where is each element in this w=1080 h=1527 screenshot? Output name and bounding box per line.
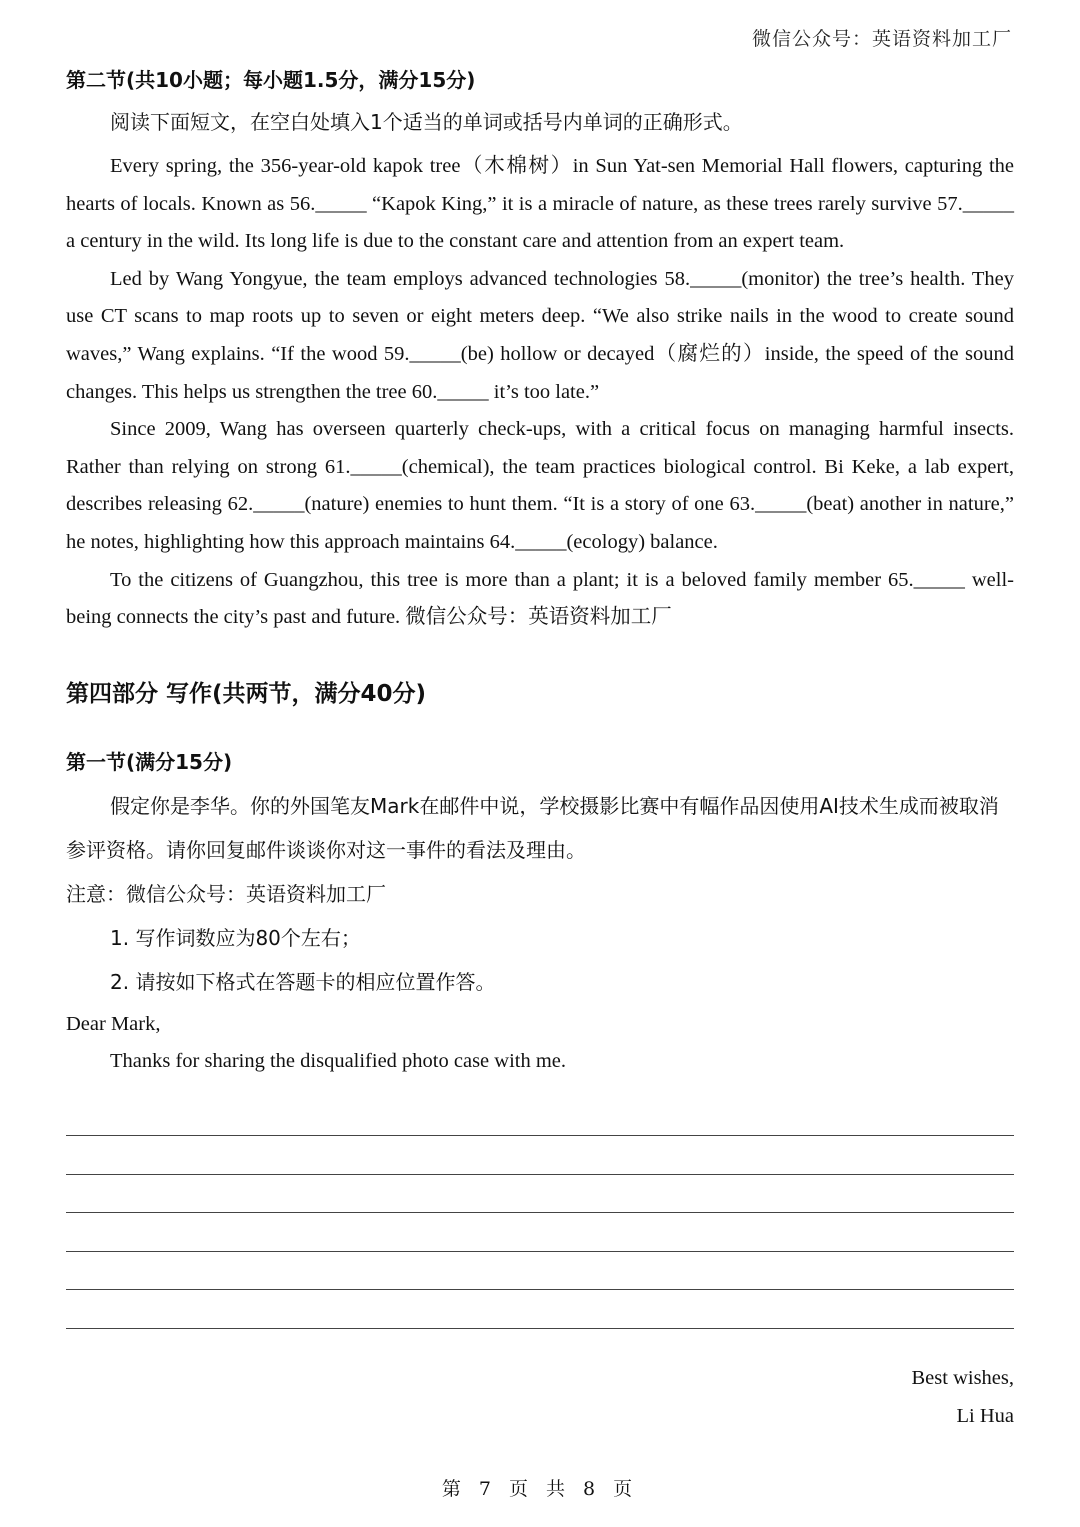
passage-paragraph-4: To the citizens of Guangzhou, this tree is more than a plant; it is a beloved family member 65._____ well-being connects the city’s past and future. 微信公众号：英语资料加工厂	[66, 568, 1014, 629]
answer-line	[66, 1251, 1014, 1252]
letter-signoff	[912, 1360, 1015, 1435]
section2-title: 第二节(共10小题；每小题1.5分，满分15分)	[66, 68, 476, 92]
writing-note-2: 2. 请按如下格式在答题卡的相应位置作答。	[110, 969, 496, 994]
letter-opening: Thanks for sharing the disqualified photo case with me.	[110, 1050, 567, 1073]
passage-paragraph-1: Every spring, the 356-year-old kapok tree（木棉树）in Sun Yat-sen Memorial Hall flowers, capturing the hearts of locals. Known as 56._____ “Kapok King,” it is a miracle of nature, as these trees rarely survive 57._____ a century in the wild. Its long life is due to the constant care and attention from an expert team.	[66, 155, 1014, 253]
answer-line	[66, 1174, 1014, 1175]
exam-content	[66, 62, 1014, 1081]
page-number: 第 7 页 共 8 页	[441, 1478, 639, 1500]
answer-line	[66, 1289, 1014, 1290]
answer-lines	[66, 1135, 1014, 1367]
header-note: 微信公众号：英语资料加工厂	[751, 28, 1012, 50]
letter-salutation: Dear Mark,	[66, 1012, 161, 1035]
writing-note-1: 1. 写作词数应为80个左右；	[110, 925, 361, 950]
answer-line	[66, 1135, 1014, 1136]
writing-section1-title: 第一节(满分15分)	[66, 749, 233, 774]
letter-closing: Best wishes,	[911, 1367, 1014, 1389]
answer-line	[66, 1328, 1014, 1329]
part4-title: 第四部分 写作(共两节，满分40分)	[66, 680, 427, 707]
letter-signature: Li Hua	[956, 1404, 1014, 1427]
writing-prompt: 假定你是李华。你的外国笔友Mark在邮件中说，学校摄影比赛中有幅作品因使用AI技术生成而被取消参评资格。请你回复邮件谈谈你对这一事件的看法及理由。	[66, 793, 999, 862]
passage-paragraph-2: Led by Wang Yongyue, the team employs advanced technologies 58._____(monitor) the tree’s health. They use CT scans to map roots up to seven or eight meters deep. “We also strike nails in the wood to create sound waves,” Wang explains. “If the wood 59._____(be) hollow or decayed（腐烂的）inside, the speed of the sound changes. This helps us strengthen the tree 60._____ it’s too late.”	[66, 267, 1014, 403]
section2-instruction: 阅读下面短文，在空白处填入1个适当的单词或括号内单词的正确形式。	[110, 110, 743, 134]
writing-note-label: 注意：微信公众号：英语资料加工厂	[66, 881, 386, 906]
passage-paragraph-3: Since 2009, Wang has overseen quarterly check-ups, with a critical focus on managing harmful insects. Rather than relying on strong 61._____(chemical), the team practices biological control. Bi Keke, a lab expert, describes releasing 62._____(nature) enemies to hunt them. “It is a story of one 63._____(beat) another in nature,” he notes, highlighting how this approach maintains 64._____(ecology) balance.	[66, 418, 1014, 553]
answer-line	[66, 1212, 1014, 1213]
